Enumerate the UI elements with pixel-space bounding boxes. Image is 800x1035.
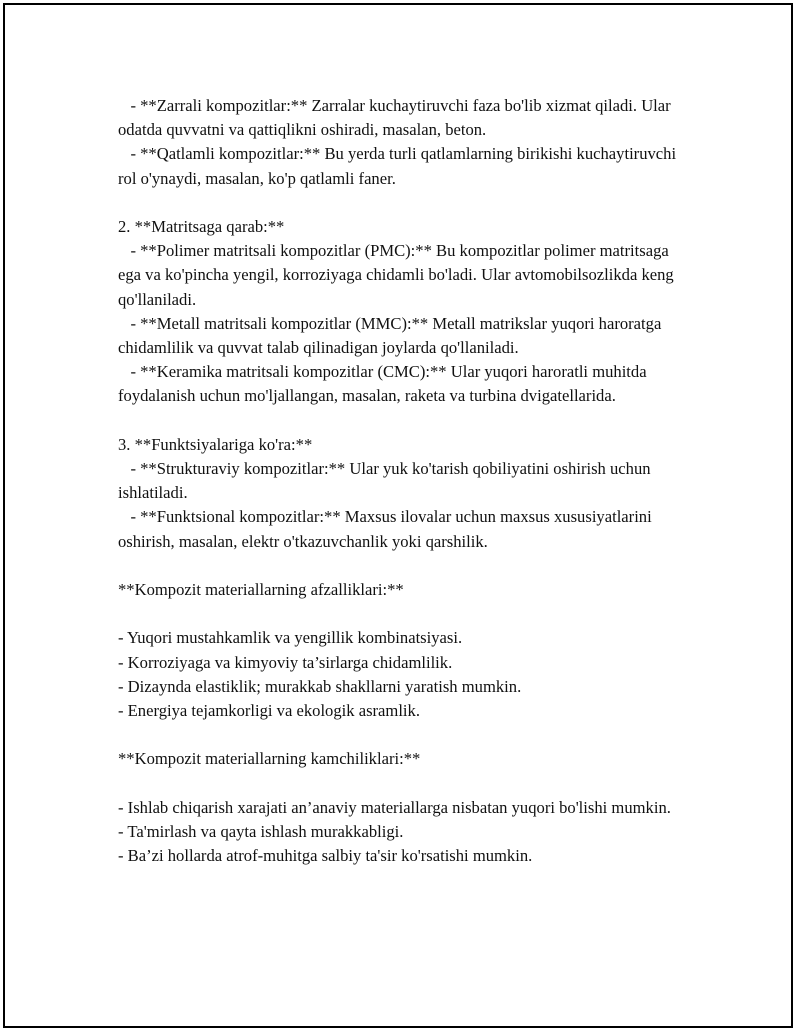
paragraph: **Kompozit materiallarning kamchiliklari:** xyxy=(118,749,421,769)
blank-line xyxy=(118,772,678,796)
document-body xyxy=(118,94,681,868)
paragraph: - Yuqori mustahkamlik va yengillik kombinatsiyasi. xyxy=(118,628,463,648)
paragraph: - Ishlab chiqarish xarajati an’anaviy materiallarga nisbatan yuqori bo'lishi mumkin. xyxy=(118,797,671,817)
paragraph: - **Strukturaviy kompozitlar:** Ular yuk ko'tarish qobiliyatini oshirish uchun ishlatiladi. xyxy=(118,459,655,503)
paragraph: - **Metall matritsali kompozitlar (MMC):** Metall matrikslar yuqori haroratga chidamlilik va quvvat talab qilinadigan joylarda qo'llaniladi. xyxy=(118,313,666,358)
paragraph: - **Qatlamli kompozitlar:** Bu yerda turli qatlamlarning birikishi kuchaytiruvchi rol o'ynaydi, masalan, ko'p qatlamli faner. xyxy=(118,144,681,188)
paragraph: - **Zarrali kompozitlar:** Zarralar kuchaytiruvchi faza bo'lib xizmat qiladi. Ular odatda quvvatni va qattiqlikni oshiradi, masalan, beton. xyxy=(118,96,675,140)
paragraph: - **Keramika matritsali kompozitlar (CMC):** Ular yuqori haroratli muhitda foydalanish uchun mo'ljallangan, masalan, raketa va turbina dvigatellarida. xyxy=(118,362,651,406)
paragraph: - **Funktsional kompozitlar:** Maxsus ilovalar uchun maxsus xususiyatlarini oshirish, masalan, elektr o'tkazuvchanlik yoki qarshilik. xyxy=(118,507,656,551)
paragraph: 2. **Matritsaga qarab:** xyxy=(118,217,285,236)
blank-line xyxy=(118,554,678,578)
blank-line xyxy=(118,723,678,747)
paragraph: - Energiya tejamkorligi va ekologik asramlik. xyxy=(118,701,420,721)
paragraph: - Korroziyaga va kimyoviy ta’sirlarga chidamlilik. xyxy=(118,652,453,672)
blank-line xyxy=(118,409,678,433)
paragraph: 3. **Funktsiyalariga ko'ra:** xyxy=(118,434,313,454)
blank-line xyxy=(118,191,678,215)
paragraph: - **Polimer matritsali kompozitlar (PMC):** Bu kompozitlar polimer matritsaga ega va ko'pincha yengil, korroziyaga chidamli bo'ladi. Ular avtomobilsozlikda keng qo'llaniladi. xyxy=(118,241,678,309)
paragraph: - Ta'mirlash va qayta ishlash murakkabligi. xyxy=(118,822,404,841)
paragraph: - Dizaynda elastiklik; murakkab shakllarni yaratish mumkin. xyxy=(118,676,522,696)
paragraph: **Kompozit materiallarning afzalliklari:** xyxy=(118,580,404,600)
blank-line xyxy=(118,602,678,626)
paragraph: - Ba’zi hollarda atrof-muhitga salbiy ta'sir ko'rsatishi mumkin. xyxy=(118,846,533,866)
